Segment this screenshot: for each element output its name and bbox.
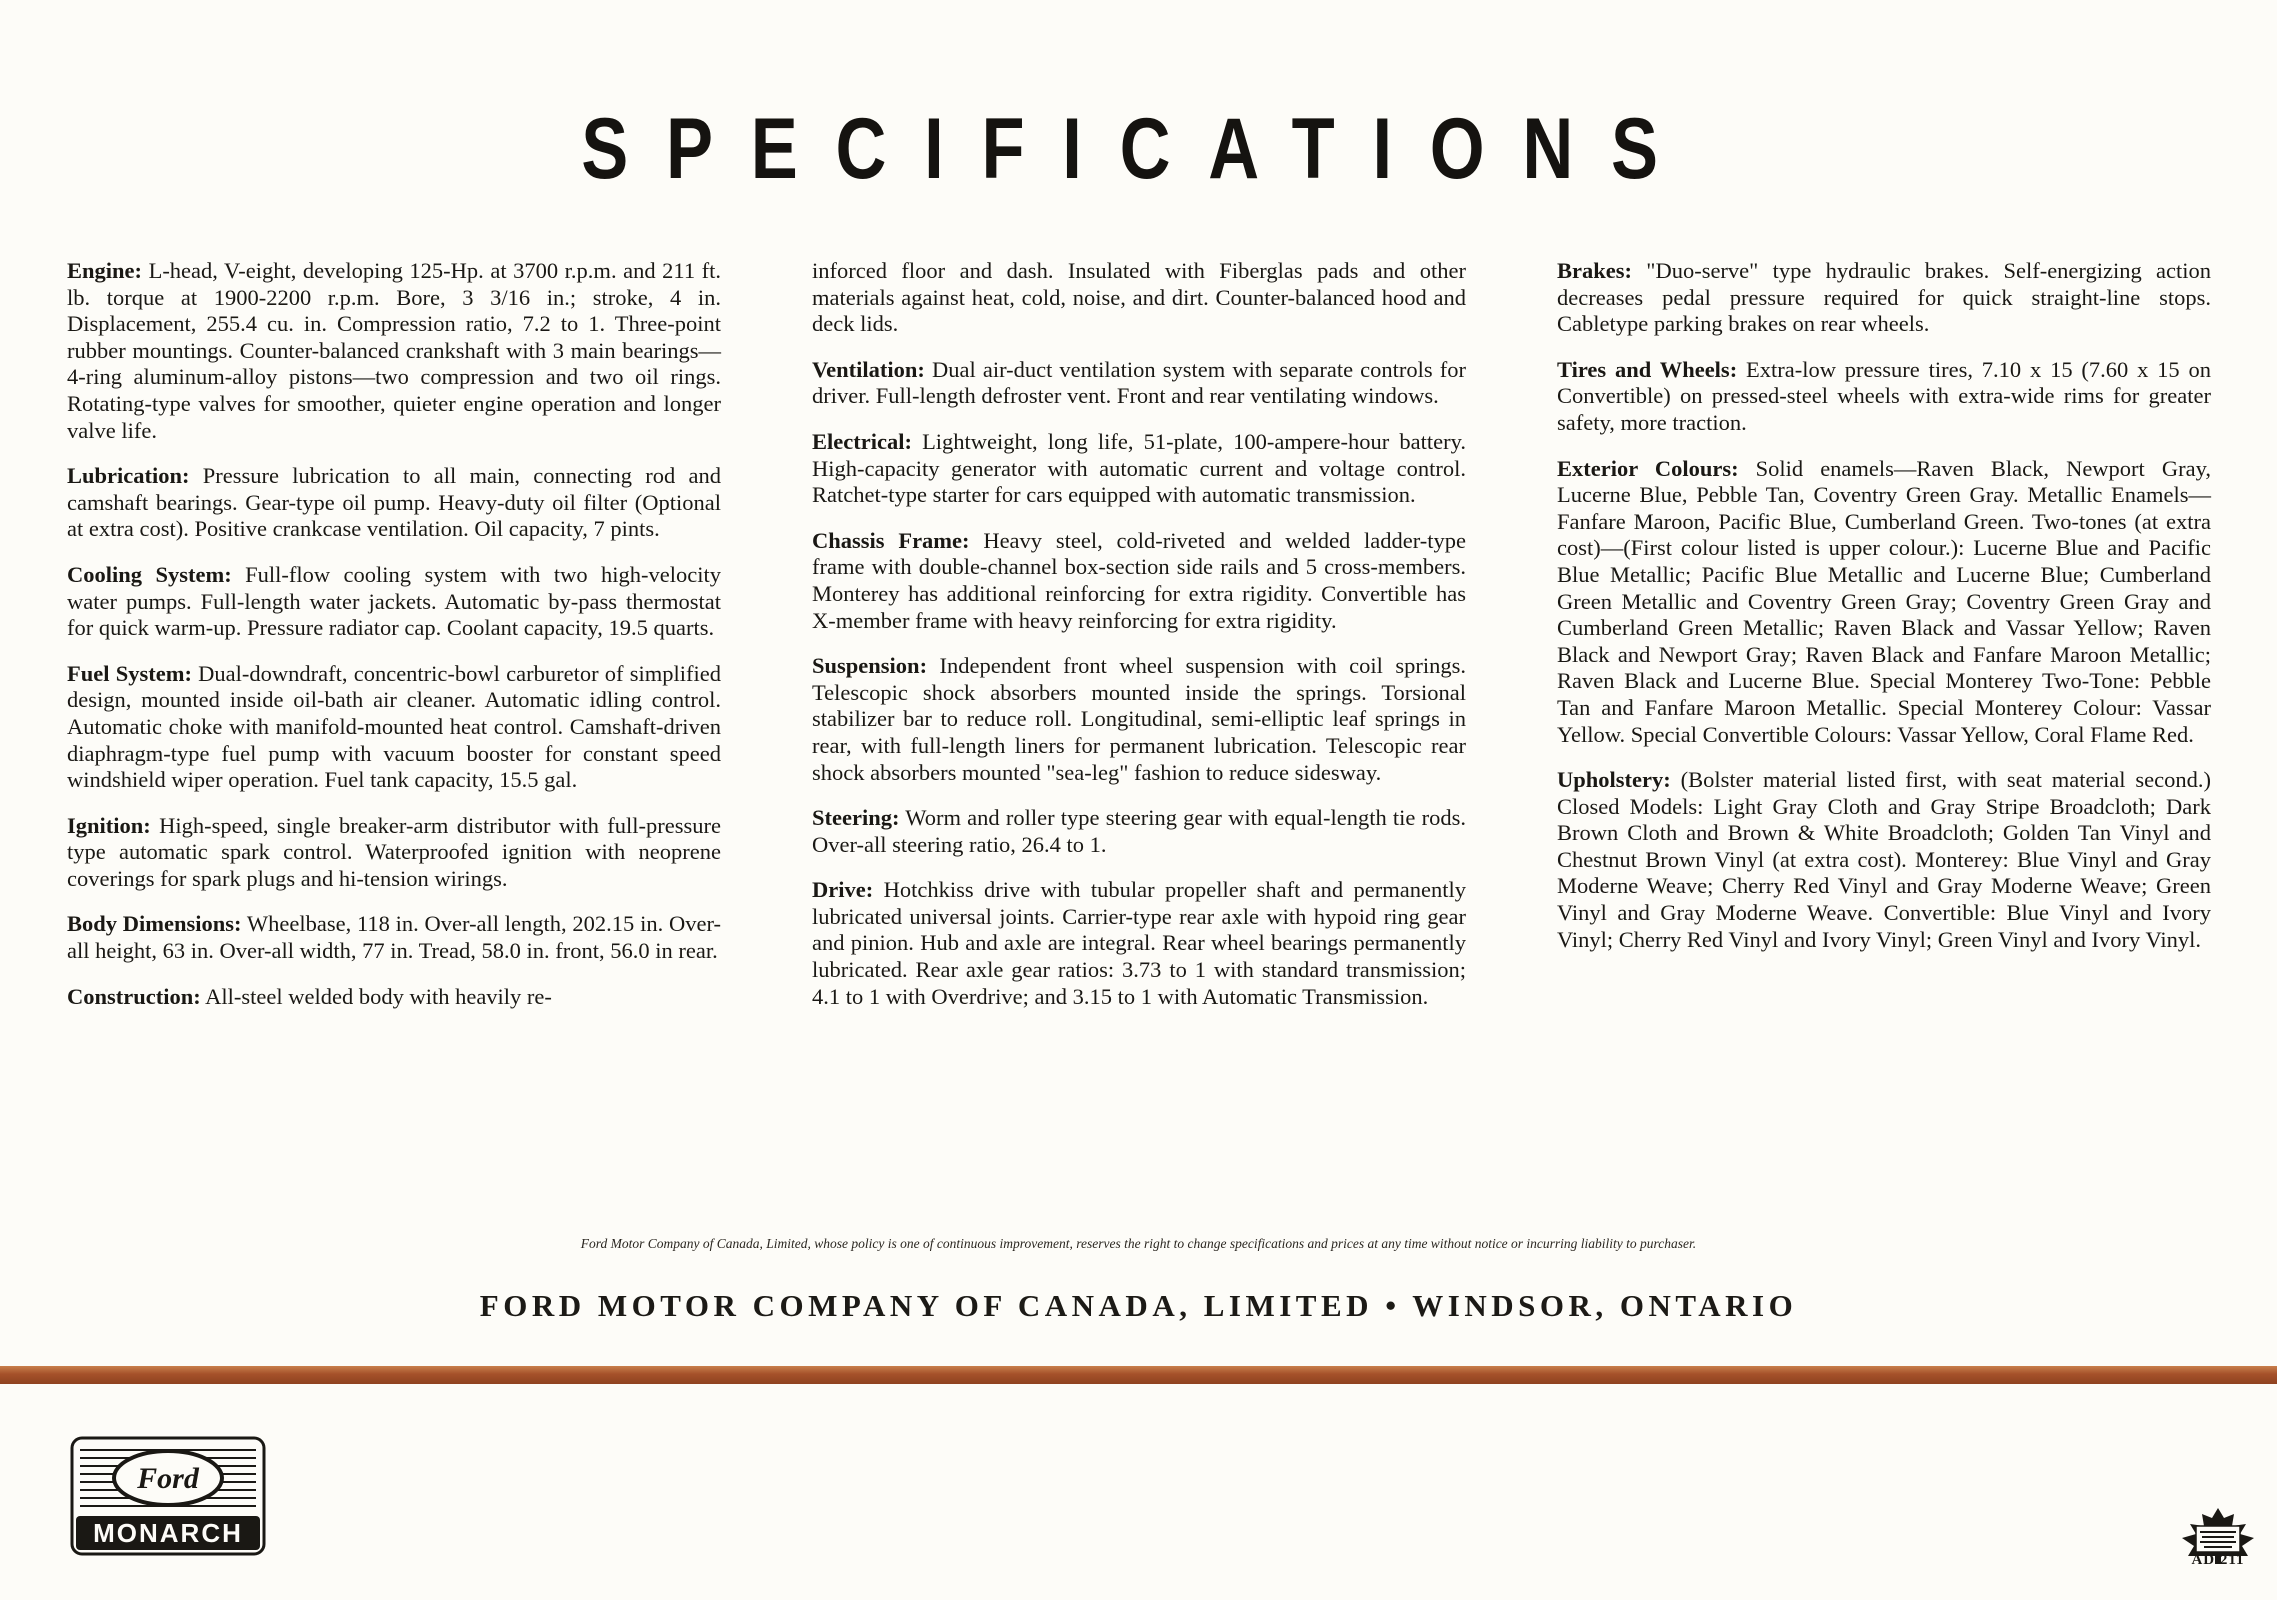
spec-section: [1557, 357, 2211, 437]
spec-text: Full-flow cooling system with two high-velocity water pumps. Full-length water jackets. Automatic by-pass thermostat for quick warm-up. Pressure radiator cap. Coolant capacity, 19.5 quarts.: [67, 561, 721, 641]
spec-label: Chassis Frame:: [812, 527, 970, 553]
spec-section: [1557, 258, 2211, 338]
spec-text: Worm and roller type steering gear with equal-length tie rods. Over-all steering ratio, 26.4 to 1.: [812, 805, 1466, 857]
spec-label: Construction:: [67, 983, 201, 1009]
spec-column-1: [67, 258, 721, 1029]
spec-section: [67, 813, 721, 893]
ad-code: AD 211: [2191, 1552, 2245, 1568]
spec-text: Solid enamels—Raven Black, Newport Gray, Lucerne Blue, Pebble Tan, Coventry Green Gray. Metallic Enamels—Fanfare Maroon, Pacific Blue, Cumberland Green. Two-tones (at extra cost)—(First colour listed is upper colour.): Lucerne Blue and Pacific Blue Metallic; Pacific Blue Metallic and Lucerne Blue; Cumberland Green Metallic and Coventry Green Gray; Coventry Green Gray and Cumberland Green Metallic; Raven Black and Vassar Yellow; Raven Black and Newport Gray; Raven Black and Fanfare Maroon Metallic; Raven Black and Lucerne Blue. Special Monterey Two-Tone: Pebble Tan and Fanfare Maroon Metallic. Special Monterey Colour: Vassar Yellow. Special Convertible Colours: Vassar Yellow, Coral Flame Red.: [1557, 455, 2211, 747]
spec-text: Dual-downdraft, concentric-bowl carburetor of simplified design, mounted inside oil-bath air cleaner. Automatic idling control. Automatic choke with manifold-mounted heat control. Camshaft-driven diaphragm-type fuel pump with vacuum booster for constant speed windshield wiper operation. Fuel tank capacity, 15.5 gal.: [67, 660, 721, 793]
spec-label: Brakes:: [1557, 258, 1632, 283]
spec-section: [812, 653, 1466, 786]
page-title: SPECIFICATIONS: [581, 101, 1696, 197]
spec-section: [812, 258, 1466, 338]
spec-label: Exterior Colours:: [1557, 455, 1739, 481]
spec-text: Heavy steel, cold-riveted and welded ladder-type frame with double-channel box-section side rails and 5 cross-members. Monterey has additional reinforcing for extra rigidity. Convertible has X-member frame with heavy reinforcing for extra rigidity.: [812, 527, 1467, 633]
spec-section: [812, 357, 1466, 410]
spec-label: Tires and Wheels:: [1557, 356, 1738, 382]
spec-label: Fuel System:: [67, 660, 192, 686]
spec-section: [67, 463, 721, 543]
spec-text: L-head, V-eight, developing 125-Hp. at 3700 r.p.m. and 211 ft. lb. torque at 1900-2200 r.p.m. Bore, 3 3/16 in.; stroke, 4 in. Displacement, 255.4 cu. in. Compression ratio, 7.2 to 1. Three-point rubber mountings. Counter-balanced crankshaft with 3 main bearings—4-ring aluminum-alloy pistons—two compression and two oil rings. Rotating-type valves for smoother, quieter engine operation and longer valve life.: [67, 258, 721, 443]
spec-text: Dual air-duct ventilation system with separate controls for driver. Full-length defroster vent. Front and rear ventilating windows.: [812, 356, 1466, 409]
spec-text: All-steel welded body with heavily re-: [200, 983, 552, 1009]
logo-script-text: Ford: [137, 1462, 199, 1495]
spec-section: [812, 429, 1466, 509]
spec-section: [67, 984, 721, 1011]
spec-label: Drive:: [812, 877, 874, 903]
spec-text: Independent front wheel suspension with coil springs. Telescopic shock absorbers mounted inside the springs. Torsional stabilizer bar to reduce roll. Longitudinal, semi-elliptic leaf springs in rear, with full-length liners for permanent lubrication. Telescopic rear shock absorbers mounted "sea-leg" fashion to reduce sidesway.: [812, 653, 1466, 785]
divider-rule: [0, 1366, 2277, 1384]
spec-section: [67, 562, 721, 642]
spec-label: Upholstery:: [1557, 767, 1671, 793]
spec-text: (Bolster material listed first, with seat material second.) Closed Models: Light Gray Cloth and Gray Stripe Broadcloth; Dark Brown Cloth and Brown & White Broadcloth; Golden Tan Vinyl and Chestnut Brown Vinyl (at extra cost). Monterey: Blue Vinyl and Gray Moderne Weave; Cherry Red Vinyl and Gray Moderne Weave; Green Vinyl and Gray Moderne Weave. Convertible: Blue Vinyl and Ivory Vinyl; Cherry Red Vinyl and Ivory Vinyl; Green Vinyl and Ivory Vinyl.: [1557, 767, 2211, 952]
spec-text: Pressure lubrication to all main, connecting rod and camshaft bearings. Gear-type oil pump. Heavy-duty oil filter (Optional at extra cost). Positive crankcase ventilation. Oil capacity, 7 pints.: [67, 463, 721, 542]
spec-label: Lubrication:: [67, 463, 190, 489]
spec-text: Extra-low pressure tires, 7.10 x 15 (7.60 x 15 on Convertible) on pressed-steel wheels with extra-wide rims for greater safety, more traction.: [1557, 356, 2211, 435]
spec-column-3: [1557, 258, 2211, 972]
logo-word-text: MONARCH: [93, 1518, 243, 1548]
spec-label: Electrical:: [812, 428, 912, 454]
spec-text: High-speed, single breaker-arm distributor with full-pressure type automatic spark control. Waterproofed ignition with neoprene coverings for spark plugs and hi-tension wirings.: [67, 812, 721, 891]
company-line: FORD MOTOR COMPANY OF CANADA, LIMITED • WINDSOR, ONTARIO: [479, 1288, 1798, 1323]
spec-text: inforced floor and dash. Insulated with Fiberglas pads and other materials against heat, cold, noise, and dirt. Counter-balanced hood and deck lids.: [812, 258, 1466, 337]
spec-section: [812, 877, 1466, 1010]
spec-text: Lightweight, long life, 51-plate, 100-ampere-hour battery. High-capacity generator with automatic current and voltage control. Ratchet-type starter for cars equipped with automatic transmission.: [812, 428, 1466, 508]
spec-section: [67, 258, 721, 444]
ford-monarch-logo: [70, 1436, 266, 1556]
spec-section: [1557, 767, 2211, 953]
spec-text: Hotchkiss drive with tubular propeller shaft and permanently lubricated universal joints. Carrier-type rear axle with hypoid ring gear and pinion. Hub and axle are integral. Rear wheel bearings permanently lubricated. Rear axle gear ratios: 3.73 to 1 with standard transmission; 4.1 to 1 with Overdrive; and 3.15 to 1 with Automatic Transmission.: [812, 877, 1466, 1009]
spec-label: Steering:: [812, 805, 900, 831]
spec-label: Ignition:: [67, 812, 151, 838]
spec-label: Ventilation:: [812, 356, 925, 382]
spec-label: Engine:: [67, 258, 143, 283]
spec-column-2: [812, 258, 1466, 1029]
spec-label: Body Dimensions:: [67, 911, 242, 937]
spec-label: Cooling System:: [67, 561, 232, 587]
disclaimer-note: Ford Motor Company of Canada, Limited, whose policy is one of continuous improvement, reserves the right to change specifications and prices at any time without notice or incurring liability to purchaser.: [580, 1236, 1697, 1251]
spec-section: [67, 661, 721, 794]
spec-label: Suspension:: [812, 653, 928, 679]
spec-text: Wheelbase, 118 in. Over-all length, 202.15 in. Over-all height, 63 in. Over-all width, 77 in. Tread, 58.0 in. front, 56.0 in rear.: [67, 911, 721, 964]
spec-section: [67, 911, 721, 964]
spec-text: "Duo-serve" type hydraulic brakes. Self-energizing action decreases pedal pressure required for quick straight-line stops. Cabletype parking brakes on rear wheels.: [1557, 258, 2211, 337]
spec-section: [1557, 456, 2211, 749]
spec-section: [812, 805, 1466, 858]
spec-section: [812, 528, 1466, 634]
